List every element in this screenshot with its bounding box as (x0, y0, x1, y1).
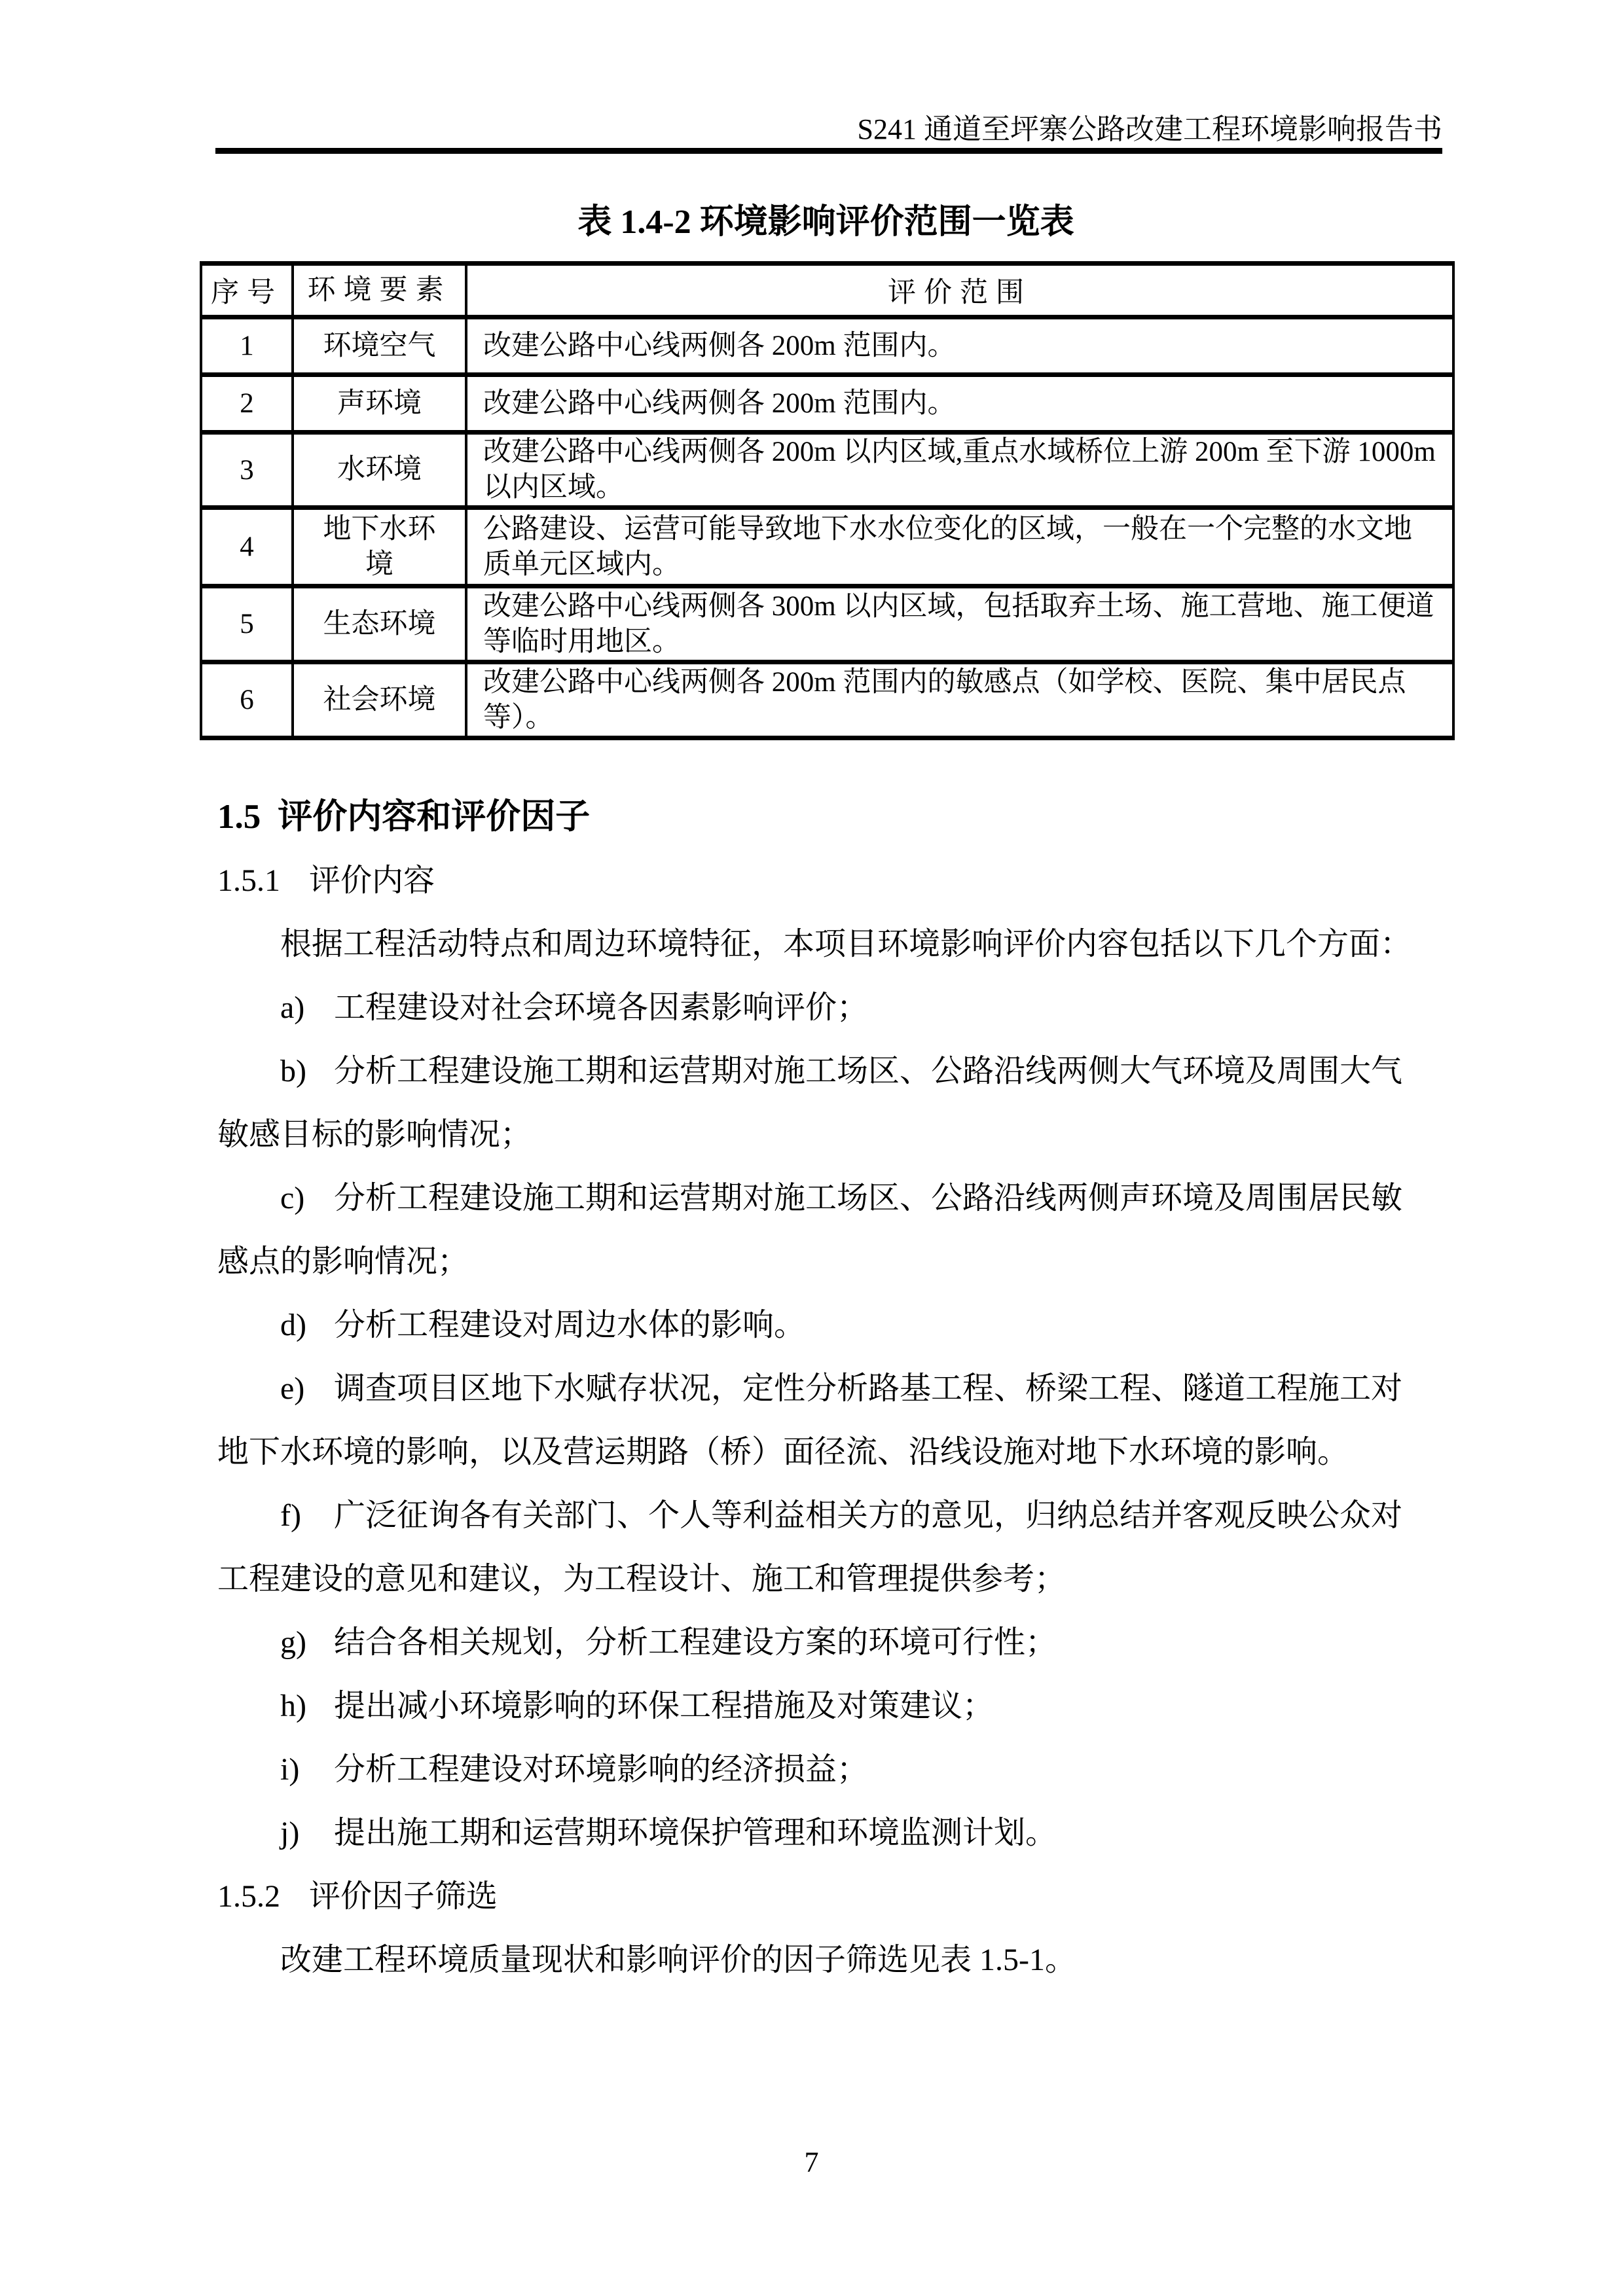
table-title: 表 1.4-2 环境影响评价范围一览表 (577, 204, 1074, 241)
list-item-g (217, 1611, 1447, 1674)
evaluation-scope-table (200, 261, 1455, 740)
list-item-e-continuation: 地下水环境的影响，以及营运期路（桥）面径流、沿线设施对地下水环境的影响。 (217, 1435, 1349, 1469)
item-text: 分析工程建设施工期和运营期对施工场区、公路沿线两侧大气环境及周围大气 (334, 1054, 1403, 1088)
list-item-j (217, 1801, 1447, 1865)
scope-text: 等）。 (483, 702, 554, 733)
table-row (201, 317, 1453, 375)
row-number-cell: 2 (201, 375, 293, 433)
item-text: 工程建设对社会环境各因素影响评价； (334, 990, 869, 1025)
header-rule (215, 148, 1442, 154)
list-item-i (217, 1738, 1447, 1801)
list-item-a (217, 976, 1447, 1039)
item-label: h) (280, 1689, 306, 1723)
scope-text: 改建公路中心线两侧各 200m 以内区域,重点水域桥位上游 200m 至下游 1000m (483, 437, 1436, 467)
scope-cell (466, 433, 1453, 508)
item-text: 结合各相关规划，分析工程建设方案的环境可行性； (334, 1625, 1057, 1660)
scope-text: 质单元区域内。 (483, 548, 680, 580)
item-text: 分析工程建设施工期和运营期对施工场区、公路沿线两侧声环境及周围居民敏 (334, 1181, 1403, 1215)
table-row (201, 375, 1453, 433)
column-header-no: 序号 (201, 264, 293, 317)
list-item-h (217, 1674, 1447, 1738)
item-label: j) (280, 1816, 300, 1850)
element-cell: 声环境 (293, 375, 466, 433)
item-text: 提出减小环境影响的环保工程措施及对策建议； (334, 1689, 994, 1723)
list-item-f-continuation: 工程建设的意见和建议，为工程设计、施工和管理提供参考； (217, 1562, 1067, 1596)
row-number-cell: 4 (201, 508, 293, 586)
item-label: b) (280, 1054, 306, 1088)
element-cell: 社会环境 (293, 662, 466, 738)
row-number-cell: 1 (201, 317, 293, 375)
item-label: i) (280, 1752, 300, 1787)
element-cell: 地下水环境 (293, 508, 466, 586)
table-row (201, 433, 1453, 508)
section-title: 评价因子筛选 (309, 1879, 498, 1914)
list-item-b (217, 1039, 1447, 1103)
scope-text: 以内区域。 (483, 472, 624, 503)
section-title: 评价内容 (309, 863, 435, 898)
element-cell: 生态环境 (293, 586, 466, 662)
item-label: c) (280, 1181, 305, 1215)
scope-text: 公路建设、运营可能导致地下水水位变化的区域，一般在一个完整的水文地 (483, 513, 1412, 545)
row-number-cell: 3 (201, 433, 293, 508)
row-number-cell: 5 (201, 586, 293, 662)
list-item-c-continuation: 感点的影响情况； (217, 1244, 469, 1279)
body-text (217, 785, 1447, 1992)
scope-cell (466, 317, 1453, 375)
item-label: f) (280, 1498, 301, 1533)
table-header-row (201, 264, 1453, 317)
item-label: g) (280, 1625, 306, 1660)
scope-cell (466, 662, 1453, 738)
section-heading-1-5 (217, 785, 1447, 849)
column-header-scope: 评价范围 (466, 264, 1453, 317)
table-row (201, 662, 1453, 738)
scope-cell (466, 508, 1453, 586)
scope-cell (466, 586, 1453, 662)
list-item-f (217, 1484, 1447, 1547)
list-item-e (217, 1357, 1447, 1420)
item-text: 广泛征询各有关部门、个人等利益相关方的意见，归纳总结并客观反映公众对 (334, 1498, 1403, 1533)
scope-text: 改建公路中心线两侧各 200m 范围内的敏感点（如学校、医院、集中居民点 (483, 666, 1406, 698)
scope-text: 改建公路中心线两侧各 300m 以内区域，包括取弃土场、施工营地、施工便道 (483, 590, 1434, 622)
scope-cell (466, 375, 1453, 433)
closing-paragraph: 改建工程环境质量现状和影响评价的因子筛选见表 1.5-1。 (280, 1943, 1076, 1977)
element-cell: 水环境 (293, 433, 466, 508)
scope-text: 改建公路中心线两侧各 200m 范围内。 (483, 387, 956, 419)
item-text: 调查项目区地下水赋存状况，定性分析路基工程、桥梁工程、隧道工程施工对 (334, 1371, 1403, 1406)
section-heading-1-5-1 (217, 849, 1447, 912)
item-text: 分析工程建设对环境影响的经济损益； (334, 1752, 869, 1787)
page-number: 7 (804, 2146, 819, 2178)
item-text: 分析工程建设对周边水体的影响。 (334, 1308, 806, 1342)
scope-text: 等临时用地区。 (483, 626, 680, 657)
table-row (201, 586, 1453, 662)
list-item-c (217, 1166, 1447, 1230)
list-item-b-continuation: 敏感目标的影响情况； (217, 1117, 532, 1152)
item-text: 提出施工期和运营期环境保护管理和环境监测计划。 (334, 1816, 1057, 1850)
column-header-element: 环境要素 (293, 264, 466, 317)
element-cell: 环境空气 (293, 317, 466, 375)
section-title: 评价内容和评价因子 (278, 798, 591, 836)
item-label: a) (280, 990, 305, 1025)
header-title: S241 通道至坪寨公路改建工程环境影响报告书 (857, 113, 1442, 145)
section-number: 1.5 (217, 798, 261, 836)
section-heading-1-5-2 (217, 1865, 1447, 1928)
item-label: e) (280, 1371, 305, 1406)
intro-paragraph: 根据工程活动特点和周边环境特征，本项目环境影响评价内容包括以下几个方面： (280, 927, 1412, 961)
table-row (201, 508, 1453, 586)
list-item-d (217, 1293, 1447, 1357)
section-number: 1.5.1 (217, 863, 280, 898)
item-label: d) (280, 1308, 306, 1342)
row-number-cell: 6 (201, 662, 293, 738)
section-number: 1.5.2 (217, 1879, 280, 1914)
scope-text: 改建公路中心线两侧各 200m 范围内。 (483, 330, 956, 361)
